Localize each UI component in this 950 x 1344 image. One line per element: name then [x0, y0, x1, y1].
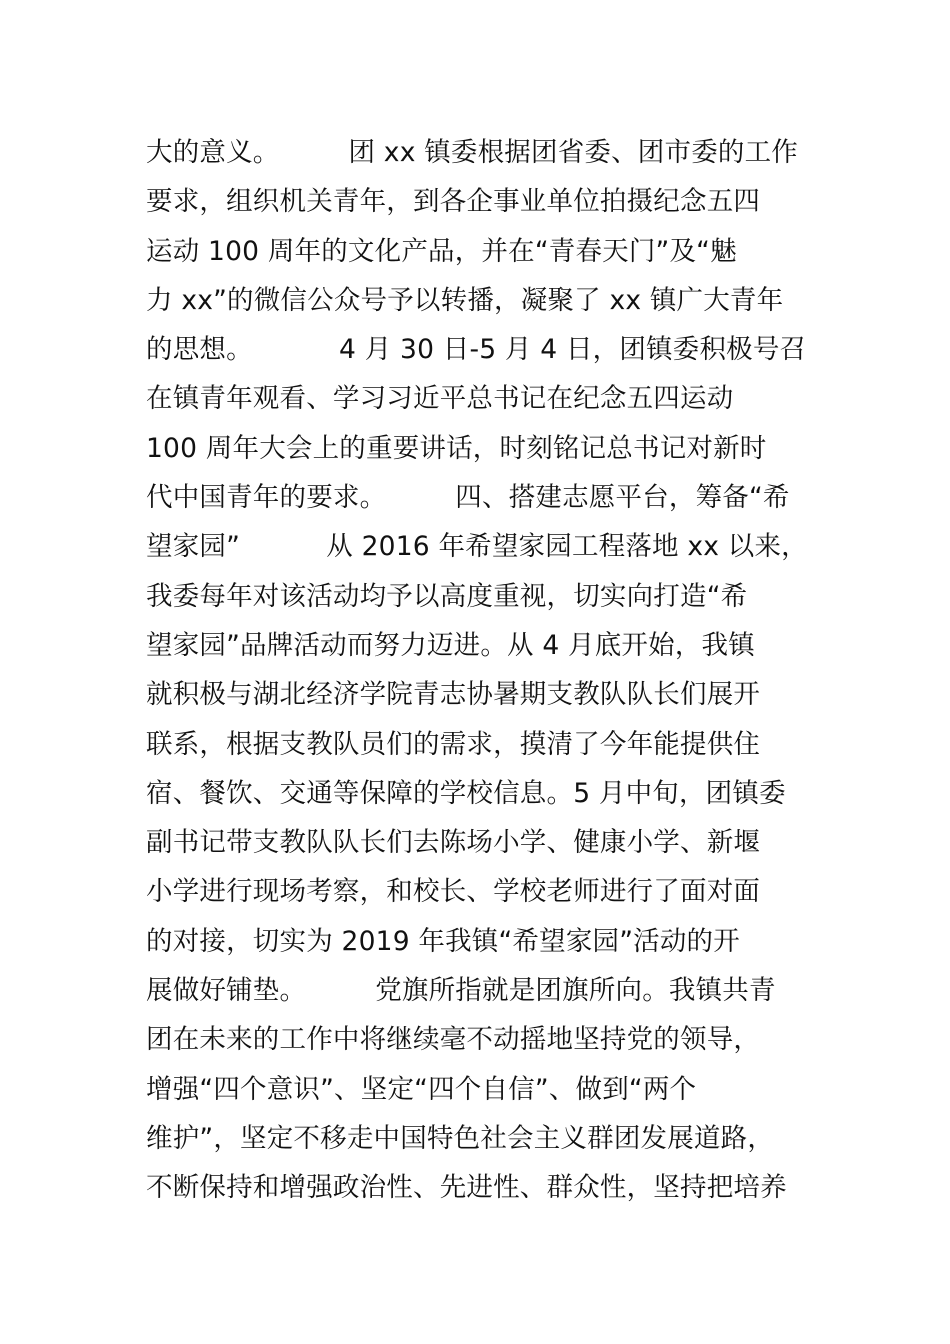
text-line: 要求，组织机关青年，到各企事业单位拍摄纪念五四 — [146, 186, 761, 218]
text-line: 维护”，坚定不移走中国特色社会主义群团发展道路， — [146, 1122, 775, 1154]
text-line: 联系，根据支教队员们的需求，摸清了今年能提供住 — [146, 728, 761, 760]
text-line: 团在未来的工作中将继续毫不动摇地坚持党的领导， — [146, 1024, 761, 1056]
text-line: 运动 100 周年的文化产品，并在“青春天门”及“魅 — [146, 235, 737, 267]
text-line: 小学进行现场考察，和校长、学校老师进行了面对面 — [146, 876, 761, 908]
text-line: 100 周年大会上的重要讲话，时刻铭记总书记对新时 — [146, 432, 767, 464]
text-line: 大的意义。 团 xx 镇委根据团省委、团市委的工作 — [146, 137, 799, 168]
text-line: 望家园”品牌活动而努力迈进。从 4 月底开始，我镇 — [146, 629, 755, 661]
body-text — [146, 128, 826, 1213]
text-line: 副书记带支教队队长们去陈场小学、健康小学、新堰 — [146, 827, 761, 859]
text-line: 宿、餐饮、交通等保障的学校信息。5 月中旬，团镇委 — [146, 777, 786, 809]
text-line: 的对接，切实为 2019 年我镇“希望家园”活动的开 — [146, 925, 740, 957]
text-line: 增强“四个意识”、坚定“四个自信”、做到“两个 — [146, 1073, 697, 1105]
text-line: 代中国青年的要求。 四、搭建志愿平台，筹备“希 — [146, 482, 790, 514]
text-line: 展做好铺垫。 党旗所指就是团旗所向。我镇共青 — [146, 975, 776, 1007]
text-line: 望家园” 从 2016 年希望家园工程落地 xx 以来， — [146, 531, 808, 563]
text-line: 就积极与湖北经济学院青志协暑期支教队队长们展开 — [146, 679, 761, 711]
text-line: 力 xx”的微信公众号予以转播，凝聚了 xx 镇广大青年 — [146, 284, 784, 316]
text-line: 在镇青年观看、学习习近平总书记在纪念五四运动 — [146, 383, 734, 415]
text-line: 我委每年对该活动均予以高度重视，切实向打造“希 — [146, 580, 748, 612]
text-line: 不断保持和增强政治性、先进性、群众性，坚持把培养 — [146, 1172, 787, 1204]
text-line: 的思想。 4 月 30 日-5 月 4 日，团镇委积极号召 — [146, 334, 807, 366]
